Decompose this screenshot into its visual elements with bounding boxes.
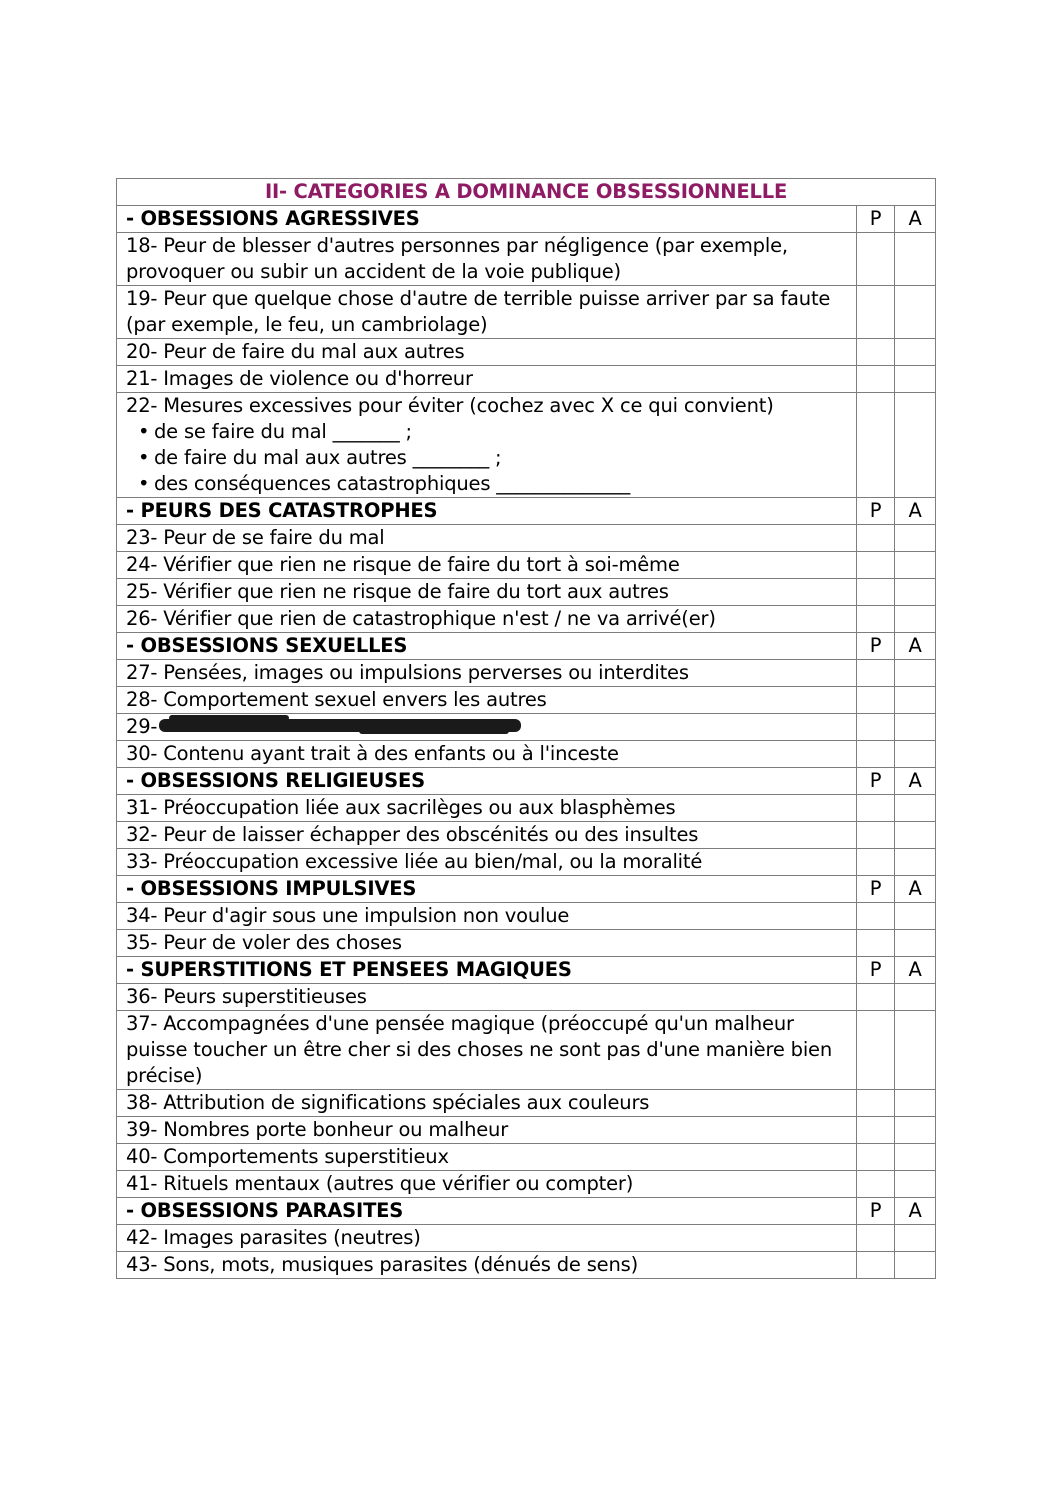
checkbox-p[interactable] [857, 903, 895, 930]
table-row [117, 930, 936, 957]
bullet-icon: • [138, 472, 150, 495]
item-text: 40- Comportements superstitieux [117, 1144, 857, 1171]
column-p-header: P [857, 206, 895, 233]
item-text: 42- Images parasites (neutres) [117, 1225, 857, 1252]
checkbox-a[interactable] [895, 233, 936, 286]
checkbox-a[interactable] [895, 903, 936, 930]
item-22-cell [117, 393, 857, 498]
checkbox-a[interactable] [895, 849, 936, 876]
checkbox-p[interactable] [857, 984, 895, 1011]
bullet-text: de se faire du mal _______ ; [154, 420, 412, 443]
bullet-line [126, 419, 856, 445]
checkbox-a[interactable] [895, 1225, 936, 1252]
checkbox-p[interactable] [857, 660, 895, 687]
table-row [117, 1144, 936, 1171]
table-row [117, 1225, 936, 1252]
checkbox-p[interactable] [857, 286, 895, 339]
table-row [117, 795, 936, 822]
checkbox-a[interactable] [895, 660, 936, 687]
column-p-header: P [857, 876, 895, 903]
column-a-header: A [895, 768, 936, 795]
column-a-header: A [895, 1198, 936, 1225]
checkbox-a[interactable] [895, 366, 936, 393]
checkbox-p[interactable] [857, 930, 895, 957]
checkbox-a[interactable] [895, 606, 936, 633]
checkbox-p[interactable] [857, 1225, 895, 1252]
bullet-text: des conséquences catastrophiques ______________ [154, 472, 631, 495]
table-row [117, 687, 936, 714]
item-text: 20- Peur de faire du mal aux autres [117, 339, 857, 366]
column-p-header: P [857, 957, 895, 984]
item-text: 24- Vérifier que rien ne risque de faire du tort à soi-même [117, 552, 857, 579]
item-text: 39- Nombres porte bonheur ou malheur [117, 1117, 857, 1144]
item-text: 26- Vérifier que rien de catastrophique n'est / ne va arrivé(er) [117, 606, 857, 633]
item-text: 36- Peurs superstitieuses [117, 984, 857, 1011]
column-a-header: A [895, 876, 936, 903]
item-text: 25- Vérifier que rien ne risque de faire du tort aux autres [117, 579, 857, 606]
table-row [117, 849, 936, 876]
table-row [117, 1011, 936, 1090]
bullet-icon: • [138, 420, 150, 443]
section-heading: - OBSESSIONS PARASITES [117, 1198, 857, 1225]
checkbox-p[interactable] [857, 795, 895, 822]
checkbox-a[interactable] [895, 286, 936, 339]
checkbox-p[interactable] [857, 849, 895, 876]
section-header-row [117, 768, 936, 795]
checkbox-a[interactable] [895, 687, 936, 714]
section-heading: - OBSESSIONS AGRESSIVES [117, 206, 857, 233]
checkbox-p[interactable] [857, 687, 895, 714]
bullet-text: de faire du mal aux autres ________ ; [154, 446, 502, 469]
column-a-header: A [895, 498, 936, 525]
table-row [117, 822, 936, 849]
item-text: 35- Peur de voler des choses [117, 930, 857, 957]
section-header-row [117, 876, 936, 903]
item-text: 18- Peur de blesser d'autres personnes par négligence (par exemple, provoquer ou subir un accident de la voie publique) [117, 233, 857, 286]
item-text: 21- Images de violence ou d'horreur [117, 366, 857, 393]
section-heading: - OBSESSIONS SEXUELLES [117, 633, 857, 660]
checkbox-a[interactable] [895, 393, 936, 498]
table-row [117, 714, 936, 741]
table-row [117, 660, 936, 687]
item-text: 30- Contenu ayant trait à des enfants ou à l'inceste [117, 741, 857, 768]
item-text: 22- Mesures excessives pour éviter (cochez avec X ce qui convient) [126, 394, 774, 417]
item-text: 41- Rituels mentaux (autres que vérifier ou compter) [117, 1171, 857, 1198]
table-row [117, 1171, 936, 1198]
table-row [117, 233, 936, 286]
checkbox-p[interactable] [857, 233, 895, 286]
checkbox-p[interactable] [857, 1252, 895, 1279]
bullet-line [126, 445, 856, 471]
checkbox-a[interactable] [895, 525, 936, 552]
checkbox-p[interactable] [857, 1171, 895, 1198]
table-row [117, 1090, 936, 1117]
table-row [117, 525, 936, 552]
column-p-header: P [857, 633, 895, 660]
table-row [117, 286, 936, 339]
checkbox-p[interactable] [857, 339, 895, 366]
checkbox-a[interactable] [895, 984, 936, 1011]
section-heading: - OBSESSIONS RELIGIEUSES [117, 768, 857, 795]
column-p-header: P [857, 768, 895, 795]
section-header-row [117, 633, 936, 660]
item-text: 27- Pensées, images ou impulsions perverses ou interdites [117, 660, 857, 687]
table-row [117, 579, 936, 606]
checkbox-a[interactable] [895, 339, 936, 366]
checkbox-p[interactable] [857, 714, 895, 741]
table-row [117, 984, 936, 1011]
item-number: 29- [126, 715, 158, 738]
item-text: 28- Comportement sexuel envers les autres [117, 687, 857, 714]
checkbox-a[interactable] [895, 1090, 936, 1117]
column-p-header: P [857, 498, 895, 525]
checkbox-a[interactable] [895, 714, 936, 741]
section-heading: - SUPERSTITIONS ET PENSEES MAGIQUES [117, 957, 857, 984]
item-text: 23- Peur de se faire du mal [117, 525, 857, 552]
bullet-line [126, 471, 856, 497]
checkbox-a[interactable] [895, 1144, 936, 1171]
table-row [117, 552, 936, 579]
redaction-mark [159, 719, 521, 732]
checkbox-a[interactable] [895, 1252, 936, 1279]
checkbox-a[interactable] [895, 1117, 936, 1144]
table-row [117, 1117, 936, 1144]
checkbox-a[interactable] [895, 579, 936, 606]
table-row [117, 741, 936, 768]
checkbox-a[interactable] [895, 552, 936, 579]
bullet-icon: • [138, 446, 150, 469]
checkbox-p[interactable] [857, 1011, 895, 1090]
checkbox-p[interactable] [857, 1117, 895, 1144]
table-row [117, 606, 936, 633]
item-text: 37- Accompagnées d'une pensée magique (préoccupé qu'un malheur puisse toucher un être cher si des choses ne sont pas d'une manière bien précise) [117, 1011, 857, 1090]
checkbox-a[interactable] [895, 930, 936, 957]
item-text: 19- Peur que quelque chose d'autre de terrible puisse arriver par sa faute (par exemple, le feu, un cambriolage) [117, 286, 857, 339]
column-a-header: A [895, 957, 936, 984]
table-row [117, 903, 936, 930]
section-header-row [117, 1198, 936, 1225]
section-header-row [117, 957, 936, 984]
item-text: 32- Peur de laisser échapper des obscénités ou des insultes [117, 822, 857, 849]
checkbox-p[interactable] [857, 366, 895, 393]
checkbox-p[interactable] [857, 579, 895, 606]
item-text: 34- Peur d'agir sous une impulsion non voulue [117, 903, 857, 930]
checkbox-p[interactable] [857, 1144, 895, 1171]
section-header-row [117, 206, 936, 233]
section-heading: - PEURS DES CATASTROPHES [117, 498, 857, 525]
table-row [117, 1252, 936, 1279]
checkbox-p[interactable] [857, 1090, 895, 1117]
table-row [117, 393, 936, 498]
table-title: II- CATEGORIES A DOMINANCE OBSESSIONNELLE [117, 179, 936, 206]
checkbox-p[interactable] [857, 552, 895, 579]
checkbox-p[interactable] [857, 741, 895, 768]
checkbox-a[interactable] [895, 795, 936, 822]
redacted-item-cell [117, 714, 857, 741]
item-text: 31- Préoccupation liée aux sacrilèges ou aux blasphèmes [117, 795, 857, 822]
checkbox-p[interactable] [857, 822, 895, 849]
item-text: 33- Préoccupation excessive liée au bien/mal, ou la moralité [117, 849, 857, 876]
title-row [117, 179, 936, 206]
obsessions-checklist-table [116, 178, 936, 1279]
checkbox-a[interactable] [895, 1171, 936, 1198]
table-row [117, 339, 936, 366]
item-text: 38- Attribution de significations spéciales aux couleurs [117, 1090, 857, 1117]
checkbox-a[interactable] [895, 822, 936, 849]
item-text: 43- Sons, mots, musiques parasites (dénués de sens) [117, 1252, 857, 1279]
checkbox-a[interactable] [895, 741, 936, 768]
checkbox-p[interactable] [857, 393, 895, 498]
checkbox-p[interactable] [857, 606, 895, 633]
column-p-header: P [857, 1198, 895, 1225]
checkbox-p[interactable] [857, 525, 895, 552]
checkbox-a[interactable] [895, 1011, 936, 1090]
column-a-header: A [895, 633, 936, 660]
section-header-row [117, 498, 936, 525]
table-row [117, 366, 936, 393]
column-a-header: A [895, 206, 936, 233]
section-heading: - OBSESSIONS IMPULSIVES [117, 876, 857, 903]
